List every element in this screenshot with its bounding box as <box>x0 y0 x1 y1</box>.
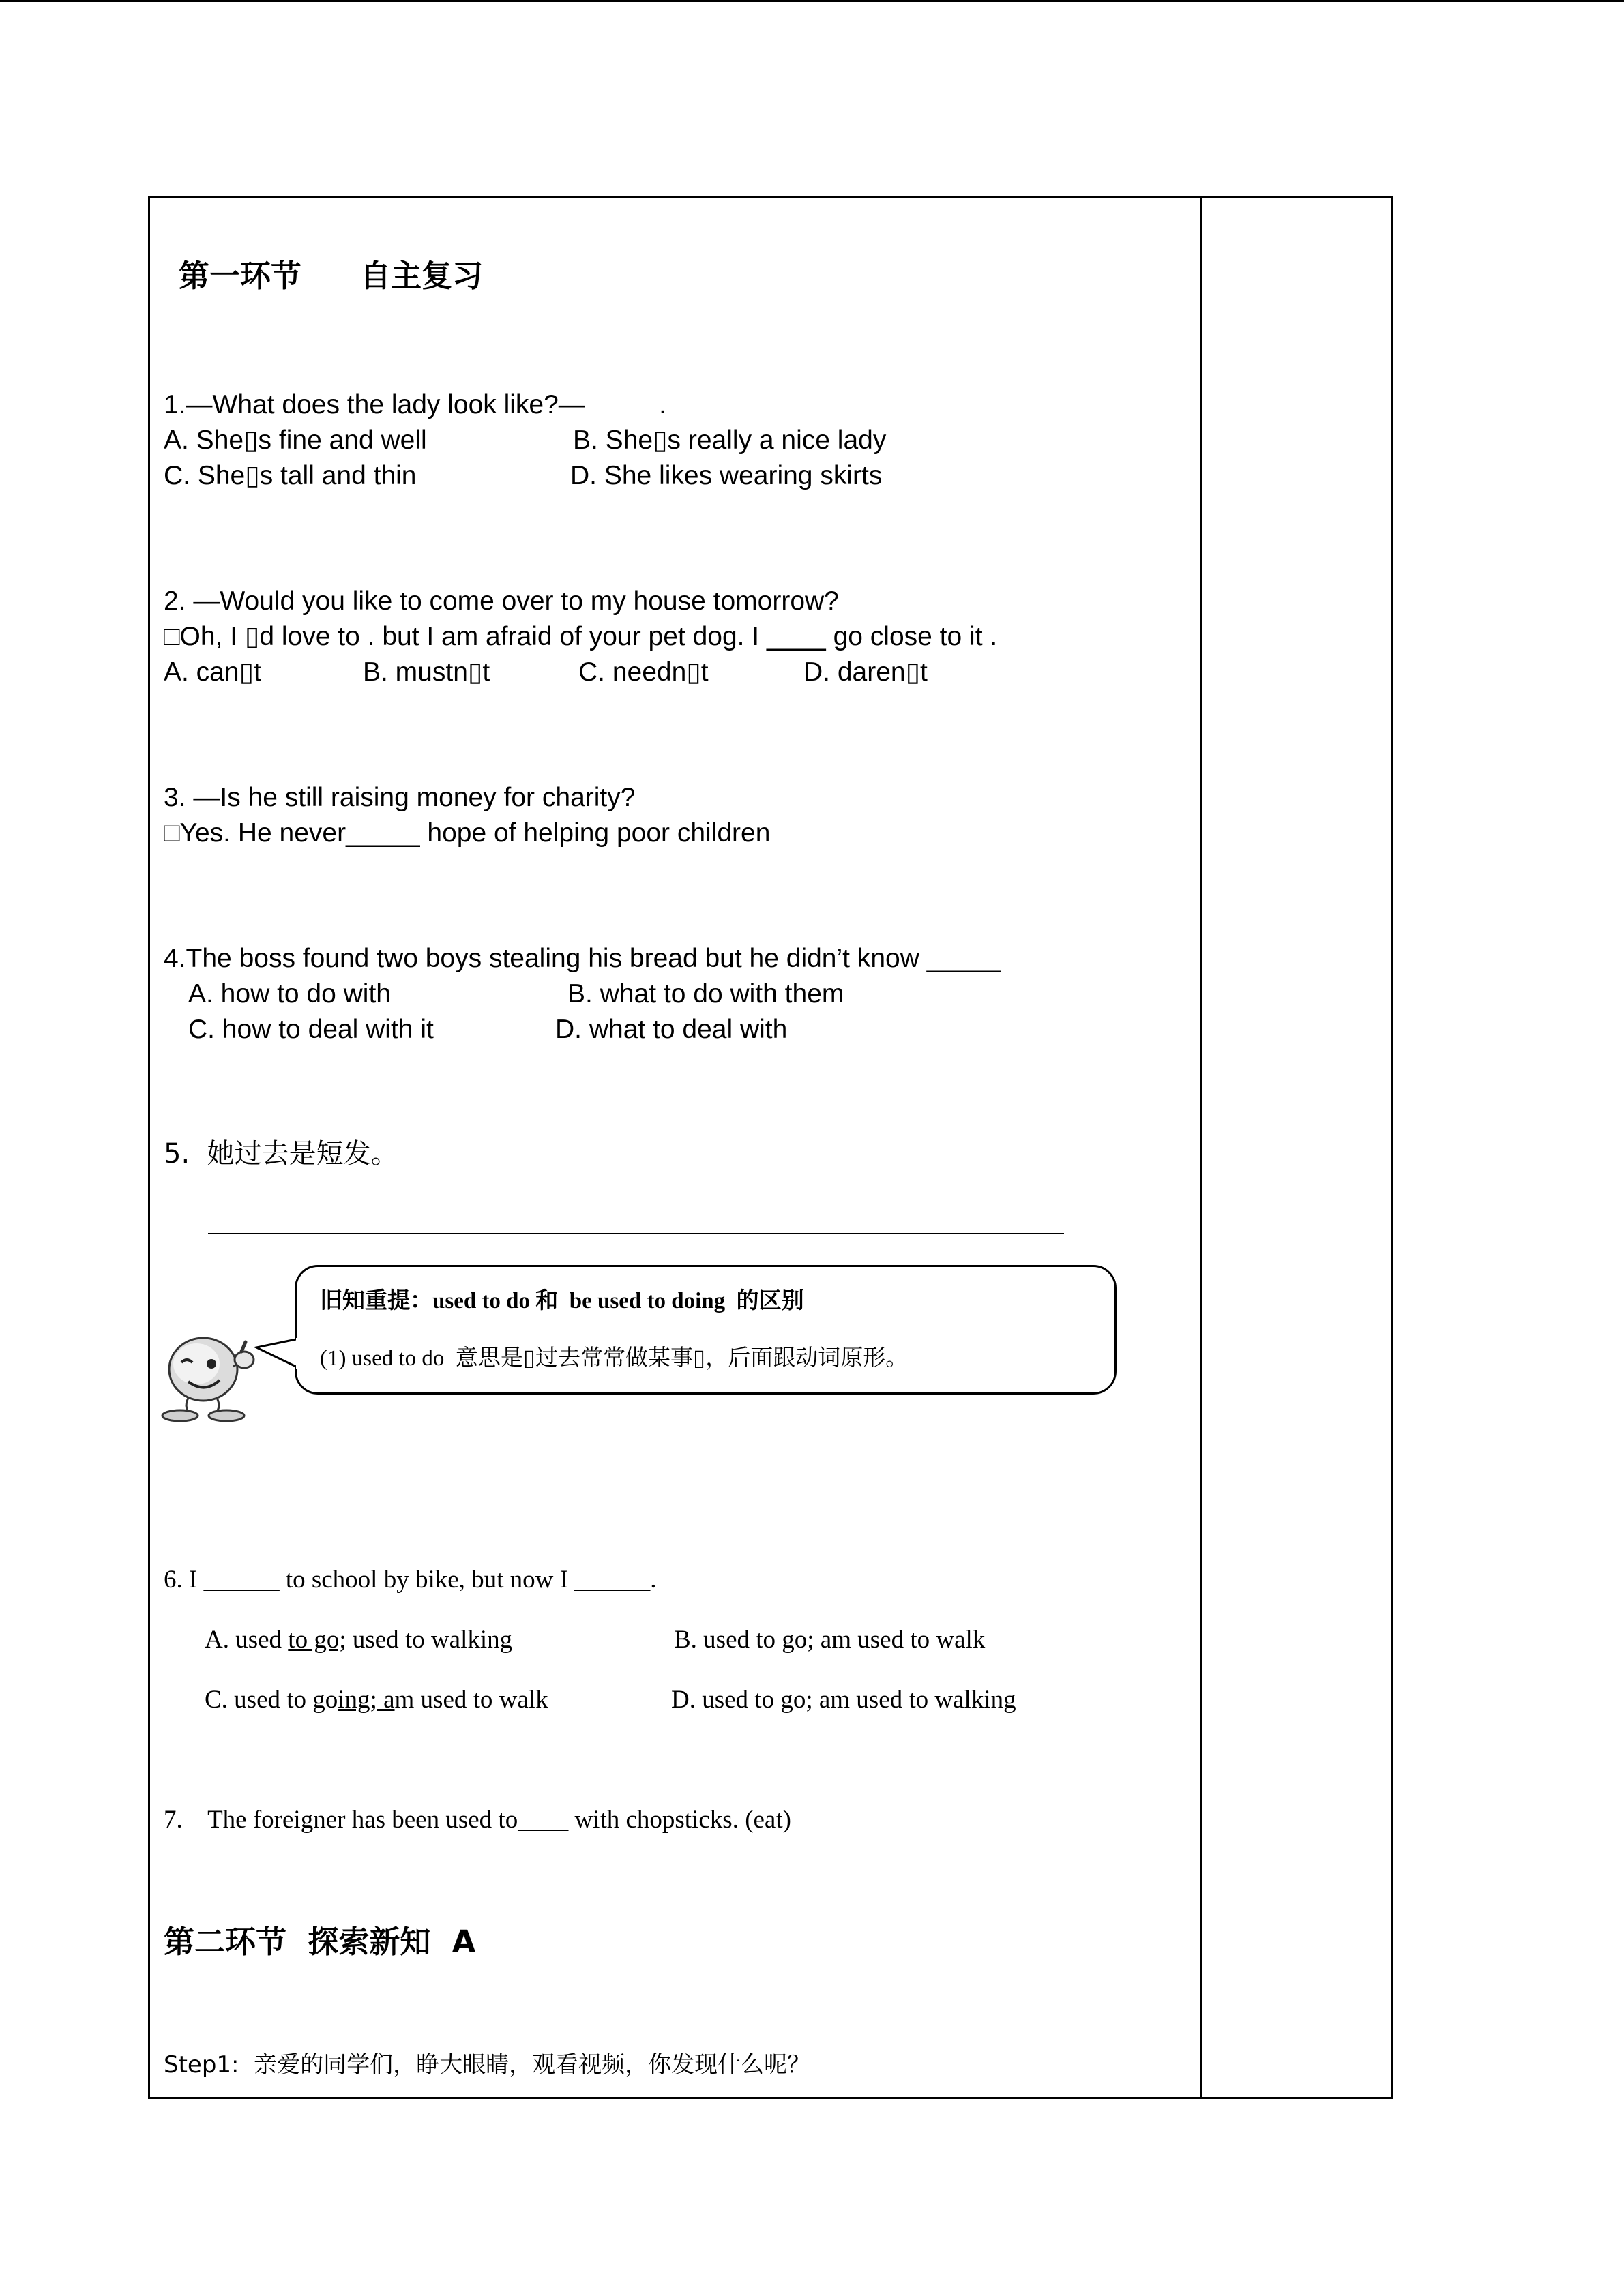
q6-option-d: D. used to go; am used to walking <box>671 1686 1016 1714</box>
q6-option-a-underlined: to go; <box>288 1626 346 1654</box>
q4-option-a: A. how to do with <box>188 979 391 1009</box>
q3-stem: 3. —Is he still raising money for charity? <box>164 783 636 812</box>
section1-subtitle: 自主复习 <box>360 258 484 294</box>
q3-reply: □Yes. He never_____ hope of helping poor children <box>164 818 771 848</box>
q4-option-d: D. what to deal with <box>555 1015 788 1044</box>
q1-option-c: C. She▯s tall and thin <box>164 461 417 490</box>
q1-option-d: D. She likes wearing skirts <box>570 461 883 490</box>
q5-answer-line <box>208 1233 1064 1234</box>
q2-option-a: A. can▯t <box>164 657 261 687</box>
tip-callout <box>295 1265 1117 1395</box>
mascot-thumbs-up-icon <box>161 1330 270 1422</box>
q1-option-a: A. She▯s fine and well <box>164 426 427 455</box>
q5-stem: 5. 她过去是短发。 <box>164 1138 398 1169</box>
q6-option-a-pre: A. used <box>205 1626 289 1654</box>
q2-option-b: B. mustn▯t <box>363 657 490 687</box>
q2-option-c: C. needn▯t <box>578 657 709 687</box>
page-top-border <box>0 0 1624 2</box>
q6-option-a <box>205 1627 512 1652</box>
section1-title: 第一环节 <box>179 258 302 294</box>
q2-option-d: D. daren▯t <box>803 657 928 687</box>
q6-option-b: B. used to go; am used to walk <box>674 1626 986 1654</box>
q4-option-c: C. how to deal with it <box>188 1015 434 1044</box>
q6-option-c-pre: C. used to go <box>205 1686 338 1714</box>
q2-reply: □Oh, I ▯d love to . but I am afraid of your pet dog. I ____ go close to it . <box>164 622 998 651</box>
notes-column-divider <box>1200 196 1202 2099</box>
q7-stem: 7. The foreigner has been used to____ with chopsticks. (eat) <box>164 1806 791 1834</box>
q4-option-b: B. what to do with them <box>567 979 844 1009</box>
q6-option-c-underlined: ing; a <box>338 1686 395 1714</box>
q1-stem: 1.—What does the lady look like?— . <box>164 390 667 419</box>
section2-title: 第二环节 探索新知 A <box>164 1924 476 1960</box>
step1-text: Step1: 亲爱的同学们，睁大眼睛，观看视频，你发现什么呢？ <box>164 2051 811 2078</box>
q1-option-b: B. She▯s really a nice lady <box>573 426 887 455</box>
q4-stem: 4.The boss found two boys stealing his bread but he didn’t know _____ <box>164 944 1001 973</box>
q2-stem: 2. —Would you like to come over to my house tomorrow? <box>164 586 839 616</box>
q6-option-c <box>205 1687 548 1712</box>
q6-option-c-post: m used to walk <box>394 1686 548 1714</box>
q6-stem: 6. I ______ to school by bike, but now I ______. <box>164 1566 657 1594</box>
callout-body: (1) used to do 意思是▯过去常常做某事▯，后面跟动词原形。 <box>320 1346 909 1371</box>
callout-title: 旧知重提：used to do 和 be used to doing 的区别 <box>320 1289 804 1313</box>
q6-option-a-post: used to walking <box>346 1626 513 1654</box>
